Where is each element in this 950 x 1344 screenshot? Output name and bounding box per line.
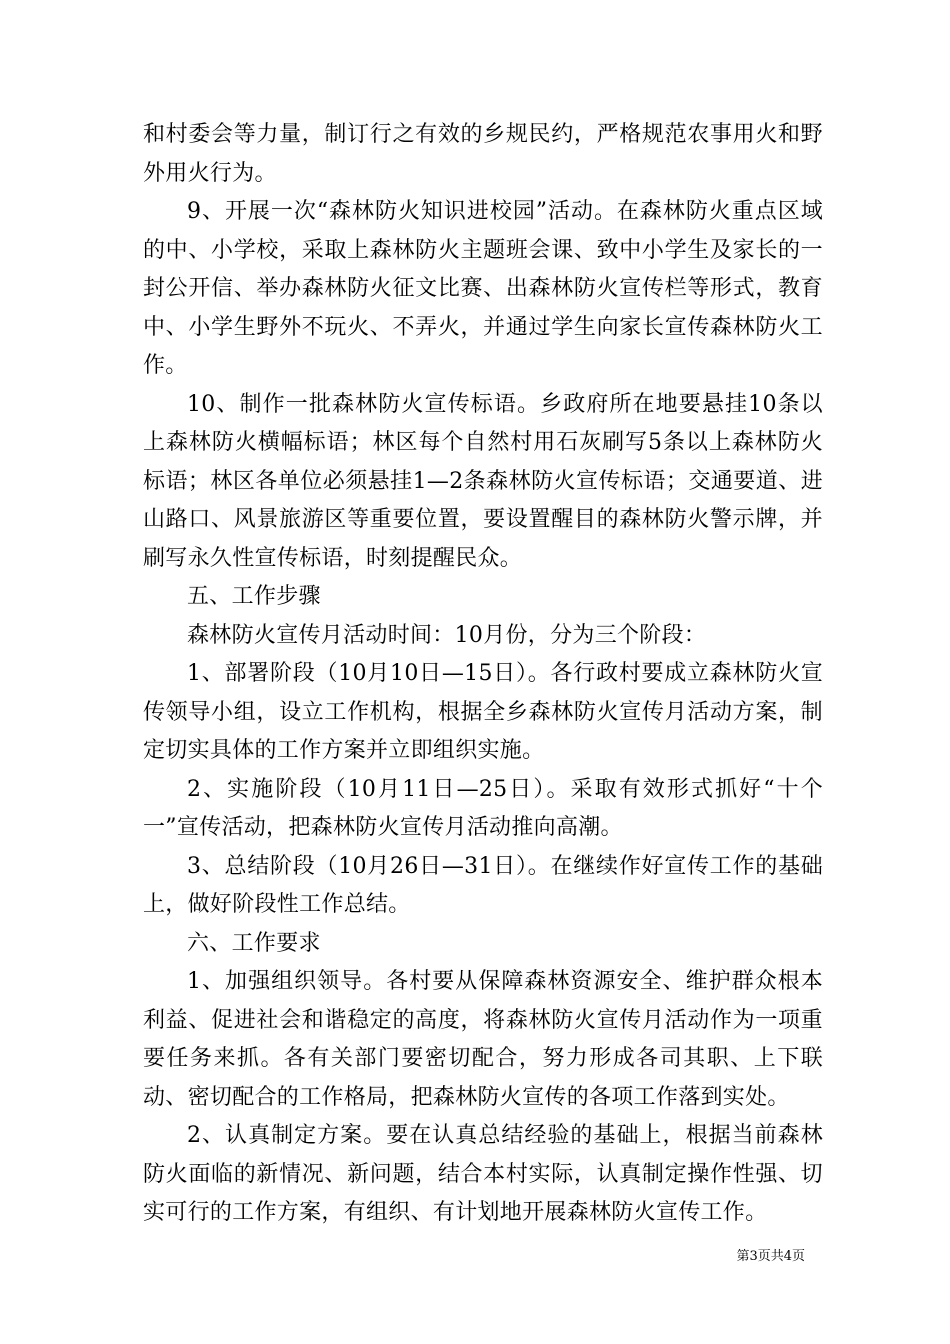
section-heading-5: 五、工作步骤 xyxy=(187,584,321,609)
paragraph-8: 3、总结阶段（10月26日—31日）。在继续作好宣传工作的基础上，做好阶段性工作总结。 xyxy=(143,853,823,917)
page-number-footer: 第3页共4页 xyxy=(736,1249,805,1264)
paragraph-10: 1、加强组织领导。各村要从保障森林资源安全、维护群众根本利益、促进社会和谐稳定的高度，将森林防火宣传月活动作为一项重要任务来抓。各有关部门要密切配合，努力形成各司其职、上下联动、密切配合的工作格局，把森林防火宣传的各项工作落到实处。 xyxy=(143,969,823,1110)
paragraph-6: 1、部署阶段（10月10日—15日）。各行政村要成立森林防火宣传领导小组，设立工作机构，根据全乡森林防火宣传月活动方案，制定切实具体的工作方案并立即组织实施。 xyxy=(143,661,823,763)
paragraph-1: 和村委会等力量，制订行之有效的乡规民约，严格规范农事用火和野外用火行为。 xyxy=(143,122,823,186)
paragraph-3: 10、制作一批森林防火宣传标语。乡政府所在地要悬挂10条以上森林防火横幅标语；林区每个自然村用石灰刷写5条以上森林防火标语；林区各单位必须悬挂1—2条森林防火宣传标语；交通要道、进山路口、风景旅游区等重要位置，要设置醒目的森林防火警示牌，并刷写永久性宣传标语，时刻提醒民众。 xyxy=(143,391,823,571)
paragraph-11: 2、认真制定方案。要在认真总结经验的基础上，根据当前森林防火面临的新情况、新问题，结合本村实际，认真制定操作性强、切实可行的工作方案，有组织、有计划地开展森林防火宣传工作。 xyxy=(143,1123,823,1225)
paragraph-5: 森林防火宣传月活动时间：10月份，分为三个阶段： xyxy=(187,622,707,648)
document-body xyxy=(143,116,823,1233)
section-heading-6: 六、工作要求 xyxy=(187,930,321,956)
paragraph-2: 9、开展一次“森林防火知识进校园”活动。在森林防火重点区域的中、小学校，采取上森林防火主题班会课、致中小学生及家长的一封公开信、举办森林防火征文比赛、出森林防火宣传栏等形式，教育中、小学生野外不玩火、不弄火，并通过学生向家长宣传森林防火工作。 xyxy=(143,199,823,378)
paragraph-7: 2、实施阶段（10月11日—25日）。采取有效形式抓好“十个一”宣传活动，把森林防火宣传月活动推向高潮。 xyxy=(143,776,823,840)
